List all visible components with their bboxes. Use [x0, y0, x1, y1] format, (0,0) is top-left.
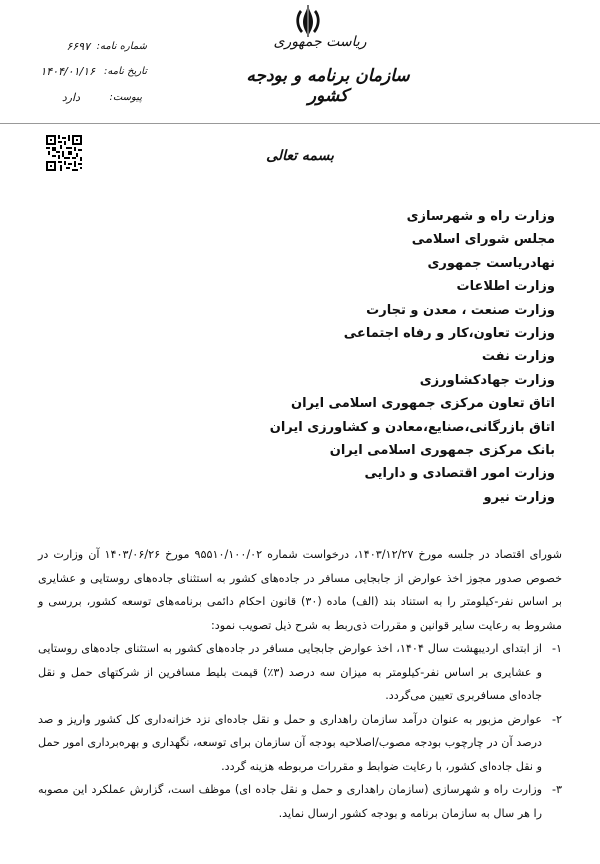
recipient: بانک مرکزی جمهوری اسلامی ایران [329, 442, 555, 458]
attachment-label: پیوست: [109, 92, 142, 103]
top-department-title: ریاست جمهوری [273, 34, 367, 50]
resolution-item [38, 637, 562, 708]
recipient: نهادریاست جمهوری [427, 255, 555, 271]
item-text: از ابتدای اردیبهشت سال ۱۴۰۴، اخذ عوارض جابجایی مسافر در جاده‌های کشور به استثنای جاده‌های روستایی و عشایری بر اساس نفر-کیلومتر به میزان سه درصد (۳٪) قیمت بلیط مسافرین از شرکتهای حمل و نقل جاده‌ای مسافربری تعیین می‌گردد. [38, 642, 543, 702]
letter-number-label: شماره نامه: [96, 41, 147, 52]
body-intro: شورای اقتصاد در جلسه مورخ ۱۴۰۳/۱۲/۲۷، درخواست شماره ۹۵۵۱۰/۱۰۰/۰۲ مورخ ۱۴۰۳/۰۶/۲۶ آن وزارت در خصوص صدور مجوز اخذ عوارض از جابجایی مسافر در جاده‌های کشور به استثنای جاده‌های روستایی و عشایری بر اساس نفر-کیلومتر را به استناد بند (الف) ماده (۳۰) قانون احکام دائمی برنامه‌های توسعه کشور، بررسی و مشروط به رعایت سایر قوانین و مقررات ذی‌ربط به شرح ذیل تصویب نمود: [38, 548, 562, 632]
letter-body [38, 543, 562, 825]
item-number: ۲- [551, 712, 562, 726]
item-text: وزارت راه و شهرسازی (سازمان راهداری و حمل و نقل جاده ای) موظف است، گزارش عملکرد این مصوبه را هر سال به سازمان برنامه و بودجه کشور ارسال نماید. [38, 783, 542, 820]
letter-date-label: تاریخ نامه: [104, 66, 147, 77]
recipient: وزارت تعاون،کار و رفاه اجتماعی [343, 325, 555, 341]
resolution-item [38, 778, 562, 825]
recipient: وزارت صنعت ، معدن و تجارت [366, 302, 555, 318]
item-text: عوارض مزبور به عنوان درآمد سازمان راهداری و حمل و نقل جاده‌ای نزد خزانه‌داری کل کشور واریز و صد درصد آن در چارچوب بودجه مصوب/اصلاحیه بودجه آن سازمان برای توسعه، نگهداری و بهره‌برداری امور حمل و نقل جاده‌ای کشور، با رعایت ضوابط و مقررات مربوطه هزینه گردد. [38, 712, 542, 773]
recipient: مجلس شورای اسلامی [411, 232, 555, 248]
resolution-item [38, 708, 562, 779]
attachment-value: دارد [61, 91, 80, 104]
organization-title: سازمان برنامه و بودجه کشور [246, 66, 410, 106]
recipient: اتاق بازرگانی،صنایع،معادن و کشاورزی ایران [269, 419, 555, 435]
recipient: وزارت نیرو [483, 489, 555, 505]
recipient-list [270, 205, 555, 509]
recipient: وزارت راه و شهرسازی [406, 209, 555, 224]
recipient: اتاق تعاون مرکزی جمهوری اسلامی ایران [291, 396, 555, 412]
iran-emblem-icon [292, 4, 324, 38]
recipient: وزارت نفت [481, 349, 555, 365]
recipient: وزارت امور اقتصادی و دارایی [364, 466, 555, 482]
qr-code-icon [46, 135, 82, 171]
item-number: ۱- [551, 642, 562, 655]
header-divider [0, 123, 600, 124]
letter-date-value: ۱۴۰۴/۰۱/۱۶ [40, 65, 95, 78]
salutation: بسمه تعالی [266, 148, 334, 164]
item-number: ۳- [551, 783, 562, 796]
recipient: وزارت جهادکشاورزی [419, 372, 555, 388]
recipient: وزارت اطلاعات [456, 279, 555, 295]
letter-number-value: ۶۶۹۷ [66, 40, 90, 53]
